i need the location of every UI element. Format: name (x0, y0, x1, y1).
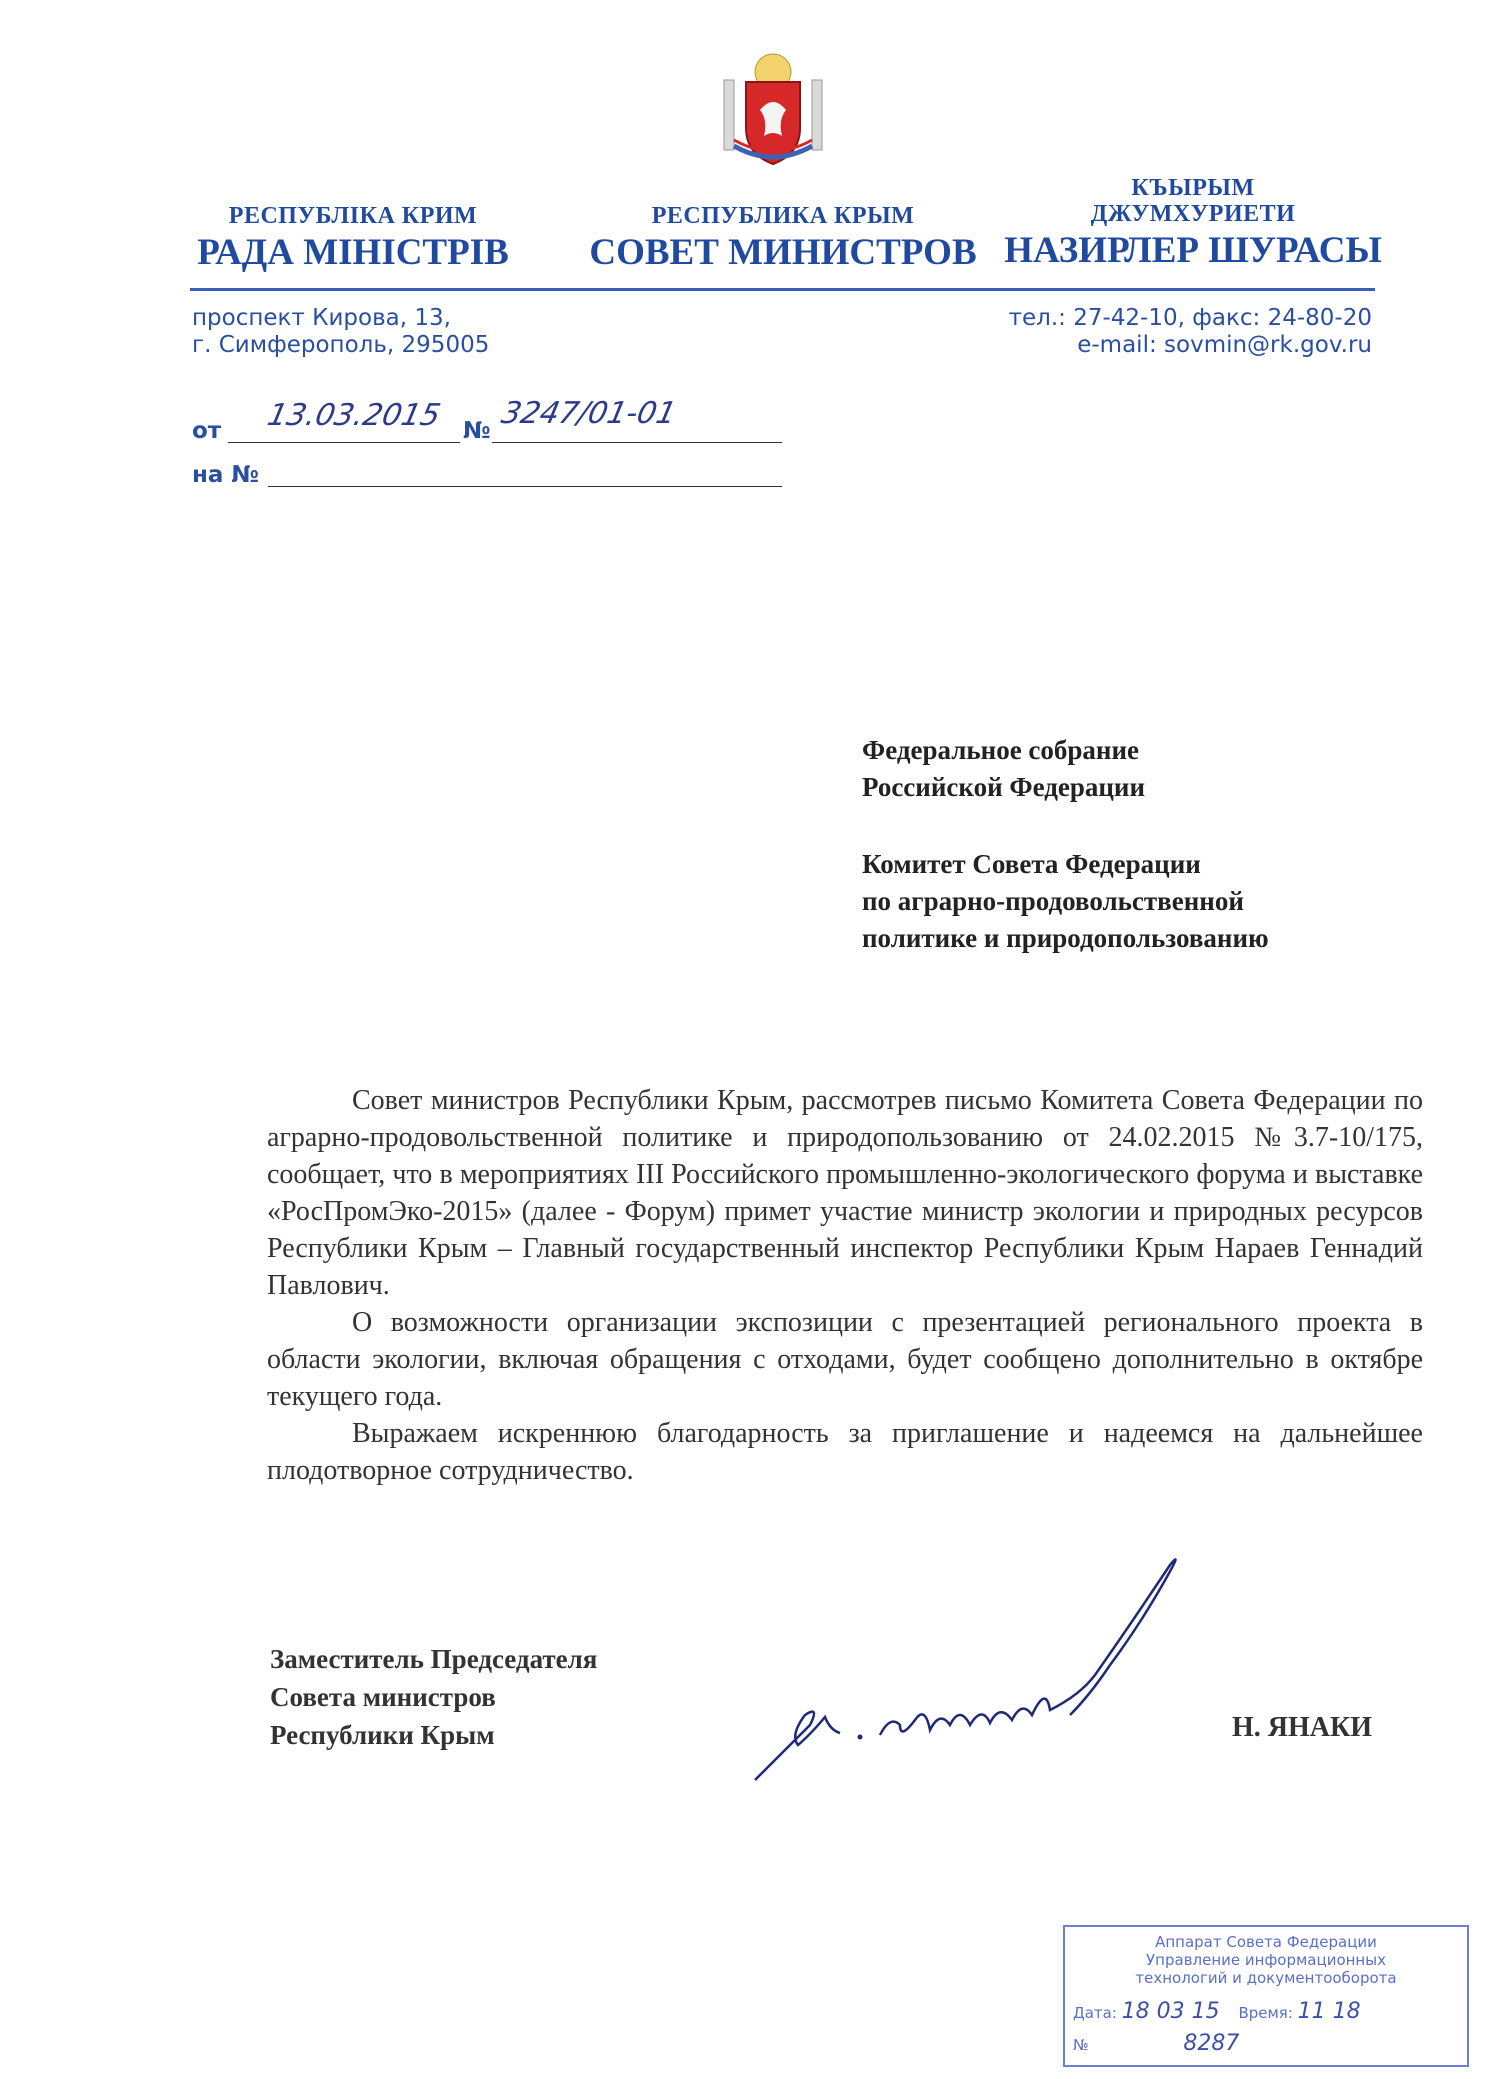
header-right-body: НАЗИРЛЕР ШУРАСЫ (1004, 230, 1382, 271)
stamp-date-value: 18 03 15 (1121, 1999, 1220, 2024)
header-right-country-line1: КЪЫРЫМ (1131, 175, 1255, 201)
address-line1: проспект Кирова, 13, (192, 305, 451, 331)
signatory-title-line3: Республики Крым (270, 1720, 495, 1750)
ref-number-value: 3247/01-01 (498, 396, 680, 431)
recipient-line4: по аграрно-продовольственной (862, 886, 1244, 916)
stamp-date-label: Дата: (1073, 2004, 1117, 2022)
header-crimean-tatar (1003, 175, 1383, 271)
stamp-line2: Управление информационных (1146, 1951, 1386, 1969)
recipient-line5: политике и природопользованию (862, 923, 1269, 953)
body-paragraph-2: О возможности организации экспозиции с презентацией регионального проекта в области экологии, включая обращения с отходами, будет сообщено дополнительно в октябре текущего года. (267, 1307, 1423, 1412)
recipient-line3: Комитет Совета Федерации (862, 849, 1201, 879)
ref-number-label: № (463, 418, 491, 444)
crimea-coat-of-arms-icon (718, 50, 828, 170)
stamp-line3: технологий и документооборота (1135, 1969, 1397, 1987)
body-paragraph-3: Выражаем искреннюю благодарность за приглашение и надеемся на дальнейшее плодотворное сотрудничество. (267, 1418, 1423, 1486)
ref-date-underline (228, 442, 460, 443)
recipient-assembly (862, 732, 1145, 806)
address-line2: г. Симферополь, 295005 (192, 332, 490, 358)
stamp-time-label: Время: (1238, 2004, 1293, 2022)
contact-email: e-mail: sovmin@rk.gov.ru (1077, 332, 1372, 358)
header-divider (190, 288, 1375, 291)
stamp-date-row (1073, 1999, 1361, 2024)
body-paragraph-1: Совет министров Республики Крым, рассмотрев письмо Комитета Совета Федерации по аграрно-продовольственной политике и природопользованию от 24.02.2015 №3.7-10/175, сообщает, что в мероприятиях III Российского промышленно-экологического форума и выставке «РосПромЭко-2015» (далее - Форум) примет участие министр экологии и природных ресурсов Республики Крым – Главный государственный инспектор Республики Крым Нараев Геннадий Павлович. (267, 1085, 1423, 1301)
stamp-time-value: 11 18 (1297, 1999, 1361, 2024)
header-russian (588, 203, 978, 273)
handwritten-signature (750, 1545, 1270, 1795)
signatory-title-line2: Совета министров (270, 1682, 496, 1712)
address-block (192, 305, 489, 359)
ref-reply-underline (268, 486, 782, 487)
ref-number-underline (492, 442, 782, 443)
contact-phone: тел.: 27-42-10, факс: 24-80-20 (1008, 305, 1372, 331)
stamp-number-label: № (1073, 2036, 1089, 2054)
ref-from-label: от (192, 418, 222, 444)
header-ukrainian (188, 203, 518, 273)
recipient-line1: Федеральное собрание (862, 735, 1140, 765)
signatory-name: Н. ЯНАКИ (1232, 1712, 1373, 1743)
recipient-line2: Российской Федерации (862, 772, 1146, 802)
letter-body (267, 1082, 1423, 1489)
signatory-title-line1: Заместитель Председателя (270, 1644, 598, 1674)
header-left-country: РЕСПУБЛІКА КРИМ (228, 203, 478, 229)
stamp-number-value: 8287 (1183, 2031, 1240, 2056)
contact-block (1009, 305, 1372, 359)
stamp-number-row (1073, 2031, 1239, 2056)
stamp-line1: Аппарат Совета Федерации (1155, 1933, 1377, 1951)
registration-stamp (1063, 1925, 1469, 2067)
header-right-country-line2: ДЖУМХУРИЕТИ (1090, 201, 1296, 227)
signatory-title (270, 1640, 597, 1754)
recipient-committee (862, 846, 1269, 957)
header-middle-country: РЕСПУБЛИКА КРЫМ (651, 203, 915, 229)
header-left-body: РАДА МІНІСТРІВ (197, 232, 509, 273)
ref-date-value: 13.03.2015 (264, 398, 444, 433)
ref-reply-label: на № (192, 462, 260, 488)
header-middle-body: СОВЕТ МИНИСТРОВ (589, 232, 977, 273)
